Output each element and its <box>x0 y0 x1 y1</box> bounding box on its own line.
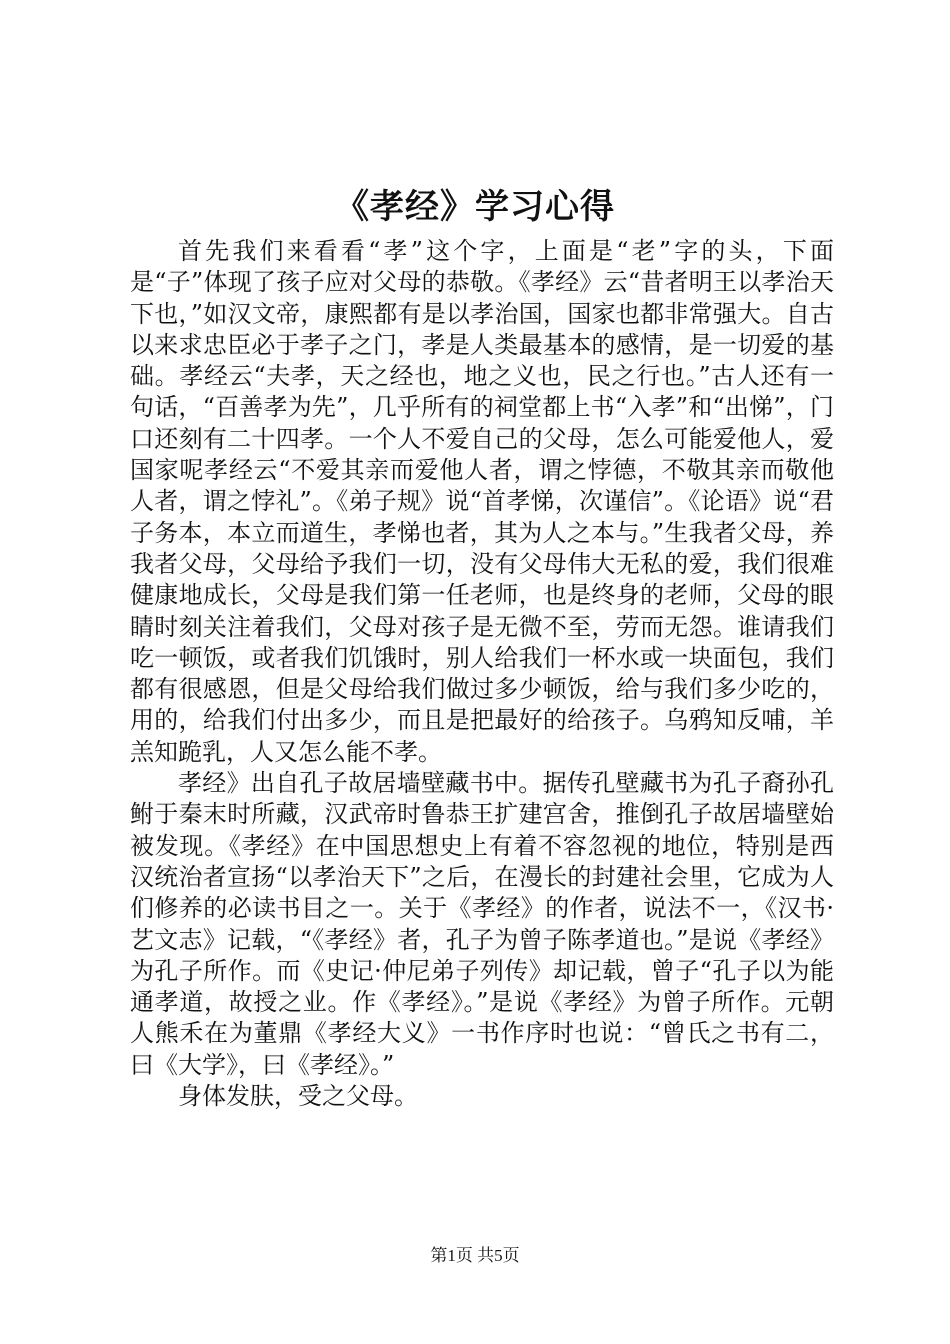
page-number-footer: 第1页 共5页 <box>430 1246 520 1265</box>
page-title: 《孝经》学习心得 <box>335 187 615 227</box>
paragraph-3: 身体发肤，受之父母。 <box>178 1082 418 1111</box>
paragraph-2: 孝经》出自孔子故居墙壁藏书中。据传孔壁藏书为孔子裔孙孔鲋于秦末时所藏，汉武帝时鲁恭王扩建宫舍，推倒孔子故居墙壁始被发现。《孝经》在中国思想史上有着不容忽视的地位，特别是西汉统治者宣扬“以孝治天下”之后，在漫长的封建社会里，它成为人们修养的必读书目之一。关于《孝经》的作者，说法不一，《汉书·艺文志》记载，“《孝经》者，孔子为曾子陈孝道也。”是说《孝经》为孔子所作。而《史记·仲尼弟子列传》却记载，曾子“孔子以为能通孝道，故授之业。作《孝经》。”是说《孝经》为曾子所作。元朝人熊禾在为董鼎《孝经大义》一书作序时也说：“曾氏之书有二，曰《大学》，曰《孝经》。” <box>130 769 834 1079</box>
paragraph-1: 首先我们来看看“孝”这个字，上面是“老”字的头，下面是“子”体现了孩子应对父母的恭敬。《孝经》云“昔者明王以孝治天下也，”如汉文帝，康熙都有是以孝治国，国家也都非常强大。自古以来求忠臣必于孝子之门，孝是人类最基本的感情，是一切爱的基础。孝经云“夫孝，天之经也，地之义也，民之行也。”古人还有一句话，“百善孝为先”，几乎所有的祠堂都上书“入孝”和“出悌”，门口还刻有二十四孝。一个人不爱自己的父母，怎么可能爱他人，爱国家呢孝经云“不爱其亲而爱他人者，谓之悖德，不敬其亲而敬他人者，谓之悖礼”。《弟子规》说“首孝悌，次谨信”。《论语》说“君子务本，本立而道生，孝悌也者，其为人之本与。”生我者父母，养我者父母，父母给予我们一切，没有父母伟大无私的爱，我们很难健康地成长，父母是我们第一任老师，也是终身的老师，父母的眼睛时刻关注着我们，父母对孩子是无微不至，劳而无怨。谁请我们吃一顿饭，或者我们饥饿时，别人给我们一杯水或一块面包，我们都有很感恩，但是父母给我们做过多少顿饭，给与我们多少吃的，用的，给我们付出多少，而且是把最好的给孩子。乌鸦知反哺，羊羔知跪乳，人又怎么能不孝。 <box>130 237 834 766</box>
document-body <box>130 236 834 1112</box>
